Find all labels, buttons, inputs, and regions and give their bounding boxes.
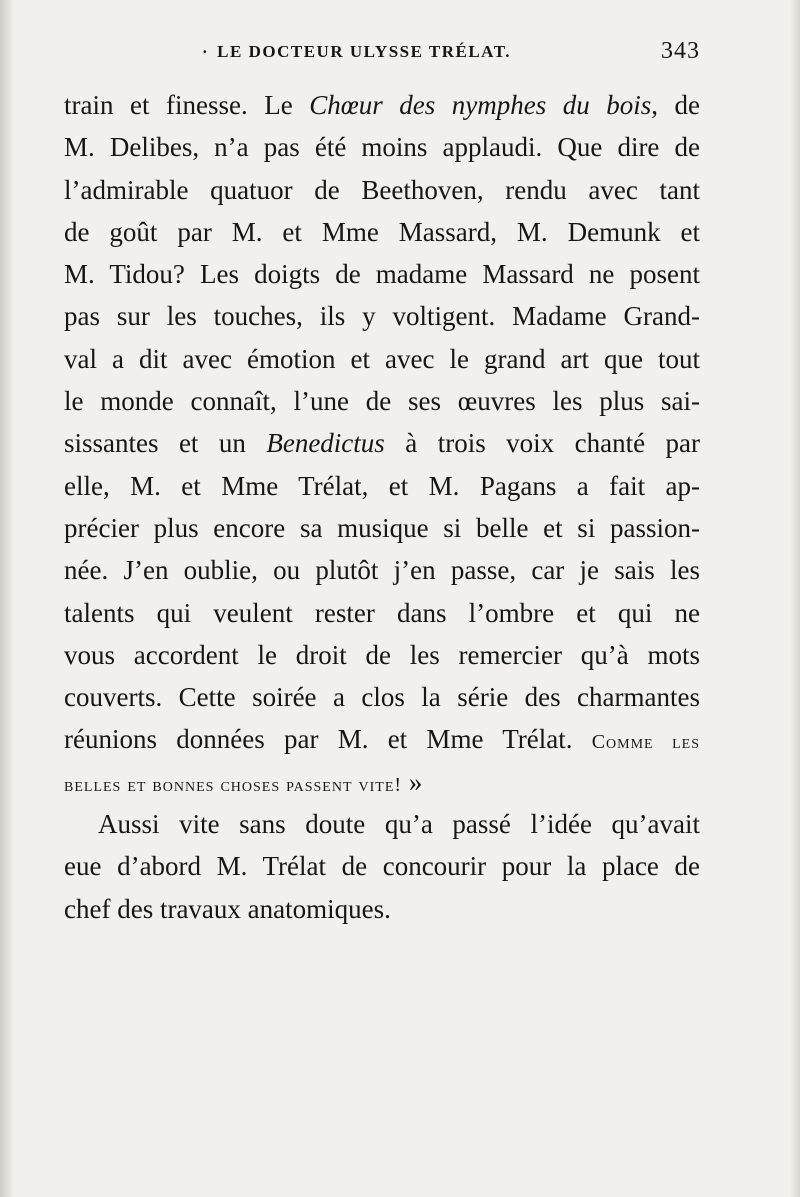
text-run: pas sur les touches, ils y voltigent. Madame Grand-: [64, 301, 700, 332]
text-run: M. Delibes, n’a pas été moins applaudi. Que dire de: [64, 132, 700, 163]
text-run: train et finesse. Le: [64, 90, 310, 120]
text-line: [64, 211, 700, 253]
text-line: [64, 888, 700, 930]
italic-title: Benedictus: [266, 428, 385, 459]
text-run: eue d’abord M. Trélat de concourir pour la place de: [64, 851, 700, 882]
text-line: [64, 84, 700, 126]
page-edge-shadow-left: [0, 0, 14, 1197]
text-line: [64, 253, 700, 295]
italic-title: Chœur des nymphes du bois: [309, 90, 652, 120]
text-run: talents qui veulent rester dans l’ombre et qui ne: [64, 597, 700, 628]
body-text: [64, 84, 700, 930]
text-line: [64, 169, 700, 211]
text-line: [64, 761, 700, 803]
running-head: · LE DOCTEUR ULYSSE TRÉLAT.: [202, 42, 511, 62]
text-line: [64, 549, 700, 591]
text-run: sissantes et un: [64, 428, 267, 459]
text-run: réunions données par M. et Mme Trélat.: [64, 724, 592, 755]
text-line: [64, 338, 700, 380]
text-line: [64, 126, 700, 168]
text-line: [64, 380, 700, 422]
text-line: [64, 803, 700, 845]
text-run: l’admirable quatuor de Beethoven, rendu avec tant: [64, 174, 700, 205]
text-line: [64, 676, 700, 718]
small-caps-text: Comme les: [591, 731, 700, 754]
page-number: 343: [661, 38, 700, 64]
text-run: de goût par M. et Mme Massard, M. Demunk et: [64, 216, 700, 247]
text-run: précier plus encore sa musique si belle et si passion-: [64, 512, 700, 543]
text-line: [64, 845, 700, 887]
text-line: [64, 592, 700, 634]
text-line: [64, 465, 700, 507]
page-header: [64, 38, 700, 72]
text-run: Aussi vite sans doute qu’a passé l’idée qu’avait: [98, 809, 700, 840]
page-edge-shadow-right: [790, 0, 800, 1197]
text-run: vous accordent le droit de les remercier qu’à mots: [64, 639, 700, 670]
text-line: [64, 634, 700, 676]
text-line: [64, 295, 700, 337]
text-run: le monde connaît, l’une de ses œuvres les plus sai-: [64, 386, 700, 417]
text-line: [64, 718, 700, 760]
text-run: »: [402, 766, 423, 797]
text-line: [64, 507, 700, 549]
small-caps-text: belles et bonnes choses passent vite!: [64, 773, 403, 796]
text-run: chef des travaux anatomiques.: [64, 893, 391, 924]
text-run: à trois voix chanté par: [384, 428, 700, 459]
text-run: , de: [651, 90, 701, 120]
text-run: val a dit avec émotion et avec le grand art que tout: [64, 343, 700, 374]
text-run: elle, M. et Mme Trélat, et M. Pagans a fait ap-: [64, 470, 700, 501]
text-run: couverts. Cette soirée a clos la série des charmantes: [64, 682, 700, 713]
text-run: née. J’en oublie, ou plutôt j’en passe, car je sais les: [64, 555, 700, 586]
text-line: [64, 422, 700, 464]
text-run: M. Tidou? Les doigts de madame Massard ne posent: [64, 259, 700, 290]
